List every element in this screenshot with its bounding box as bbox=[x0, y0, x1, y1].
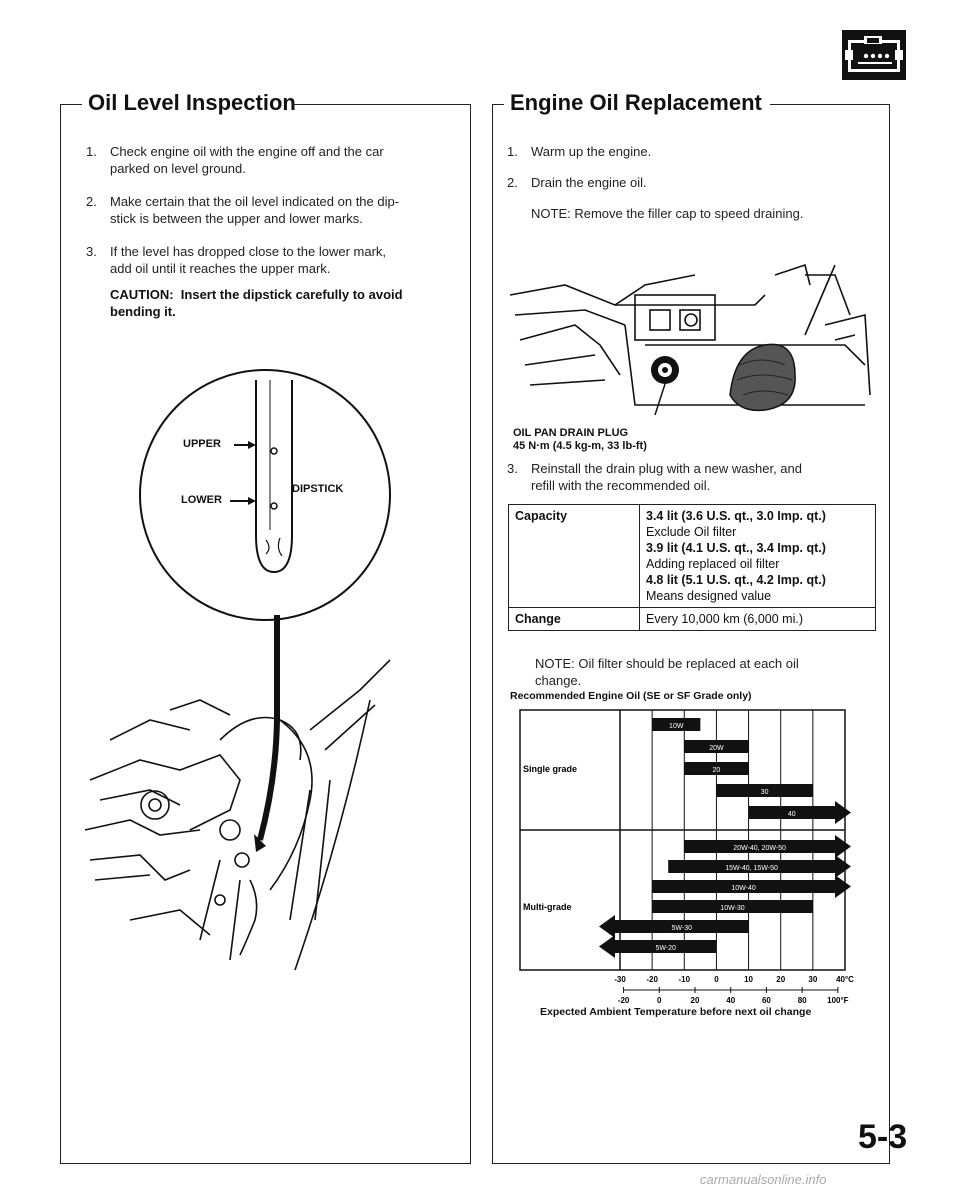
chart-bar-arrow bbox=[835, 801, 851, 824]
chart-bar-arrow bbox=[599, 935, 615, 958]
chart-group-label: Single grade bbox=[523, 764, 578, 774]
page-number: 5-3 bbox=[858, 1118, 908, 1156]
chart-bar-arrow bbox=[599, 915, 615, 938]
capacity-table bbox=[508, 504, 876, 631]
chart-xlabel: Expected Ambient Temperature before next oil change bbox=[540, 1006, 812, 1018]
chart-tick-label-f: 40 bbox=[726, 996, 736, 1005]
dipstick-label: DIPSTICK bbox=[292, 483, 344, 495]
watermark-footer: carmanualsonline.info bbox=[700, 1172, 827, 1187]
chart-title: Recommended Engine Oil (SE or SF Grade only) bbox=[510, 690, 752, 702]
chart-tick-label-f: 0 bbox=[657, 996, 662, 1005]
chart-bar-label: 20W bbox=[709, 745, 724, 752]
left-step-2: 2. Make certain that the oil level indicated on the dip- stick is between the upper and lower marks. bbox=[86, 194, 400, 226]
lower-mark-label: LOWER bbox=[181, 494, 222, 506]
drain-plug-torque: 45 N·m (4.5 kg-m, 33 lb-ft) bbox=[513, 440, 647, 452]
chart-bar-arrow bbox=[835, 855, 851, 878]
engine-icon bbox=[842, 30, 906, 80]
chart-tick-label-f: -20 bbox=[617, 996, 630, 1005]
chart-bar-arrow bbox=[835, 875, 851, 898]
chart-bar-label: 20 bbox=[712, 767, 721, 774]
oil-viscosity-chart bbox=[505, 700, 880, 1020]
chart-bar-label: 40 bbox=[787, 811, 796, 818]
chart-group-label: Multi-grade bbox=[523, 902, 572, 912]
chart-tick-label-f: 80 bbox=[797, 996, 807, 1005]
upper-mark-label: UPPER bbox=[183, 438, 221, 450]
left-step-1: 1. Check engine oil with the engine off and the car parked on level ground. bbox=[86, 144, 384, 176]
drain-plug-label: OIL PAN DRAIN PLUG bbox=[513, 427, 629, 439]
right-step-1: 1. Warm up the engine. bbox=[507, 144, 652, 159]
oil-pan-illustration bbox=[505, 255, 875, 415]
change-value: Every 10,000 km (6,000 mi.) bbox=[640, 608, 876, 631]
chart-tick-label-c: -20 bbox=[646, 975, 658, 984]
capacity-row bbox=[509, 505, 876, 608]
chart-bar-label: 30 bbox=[760, 789, 769, 796]
change-label: Change bbox=[509, 608, 640, 631]
chart-tick-label-c: -10 bbox=[678, 975, 691, 984]
capacity-values: 3.4 lit (3.6 U.S. qt., 3.0 Imp. qt.) Exclude Oil filter 3.9 lit (4.1 U.S. qt., 3.4 Imp. qt.) Adding replaced oil filter 4.8 lit (5.1 U.S. qt., 4.2 Imp. qt.) Means designed value bbox=[640, 505, 876, 608]
chart-tick-label-c: 40°C bbox=[836, 975, 854, 984]
dipstick-illustration bbox=[70, 360, 460, 1000]
chart-bar-label: 10W bbox=[669, 723, 684, 730]
chart-bar-label: 10W-40 bbox=[731, 885, 756, 892]
chart-tick-label-c: 30 bbox=[808, 975, 818, 984]
chart-bar-label: 20W-40, 20W-50 bbox=[733, 845, 786, 852]
chart-tick-label-c: 20 bbox=[776, 975, 786, 984]
right-step-2: 2. Drain the engine oil. bbox=[507, 175, 647, 190]
caution-note: CAUTION: Insert the dipstick carefully to avoid bending it. bbox=[110, 287, 403, 319]
chart-tick-label-c: -30 bbox=[614, 975, 626, 984]
engine-oil-replacement-title: Engine Oil Replacement bbox=[504, 90, 768, 116]
chart-tick-label-c: 10 bbox=[744, 975, 754, 984]
chart-tick-label-f: 100°F bbox=[827, 996, 849, 1005]
capacity-label: Capacity bbox=[509, 505, 640, 608]
chart-bar-label: 10W-30 bbox=[720, 905, 745, 912]
change-row bbox=[509, 608, 876, 631]
chart-tick-label-f: 20 bbox=[690, 996, 700, 1005]
right-step-3: 3. Reinstall the drain plug with a new washer, and refill with the recommended oil. bbox=[507, 461, 802, 493]
chart-tick-label-c: 0 bbox=[714, 975, 719, 984]
chart-bar-label: 5W-30 bbox=[671, 925, 693, 932]
chart-bar-label: 15W-40, 15W-50 bbox=[725, 865, 778, 872]
left-step-3: 3. If the level has dropped close to the lower mark, add oil until it reaches the upper mark. bbox=[86, 244, 387, 276]
oil-level-inspection-title: Oil Level Inspection bbox=[82, 90, 302, 116]
chart-bar-label: 5W-20 bbox=[655, 945, 676, 952]
note-oil-filter: NOTE: Oil filter should be replaced at each oil change. bbox=[535, 656, 799, 688]
chart-bar-arrow bbox=[835, 835, 851, 858]
chart-tick-label-f: 60 bbox=[761, 996, 771, 1005]
note-filler-cap: NOTE: Remove the filler cap to speed draining. bbox=[531, 206, 804, 221]
